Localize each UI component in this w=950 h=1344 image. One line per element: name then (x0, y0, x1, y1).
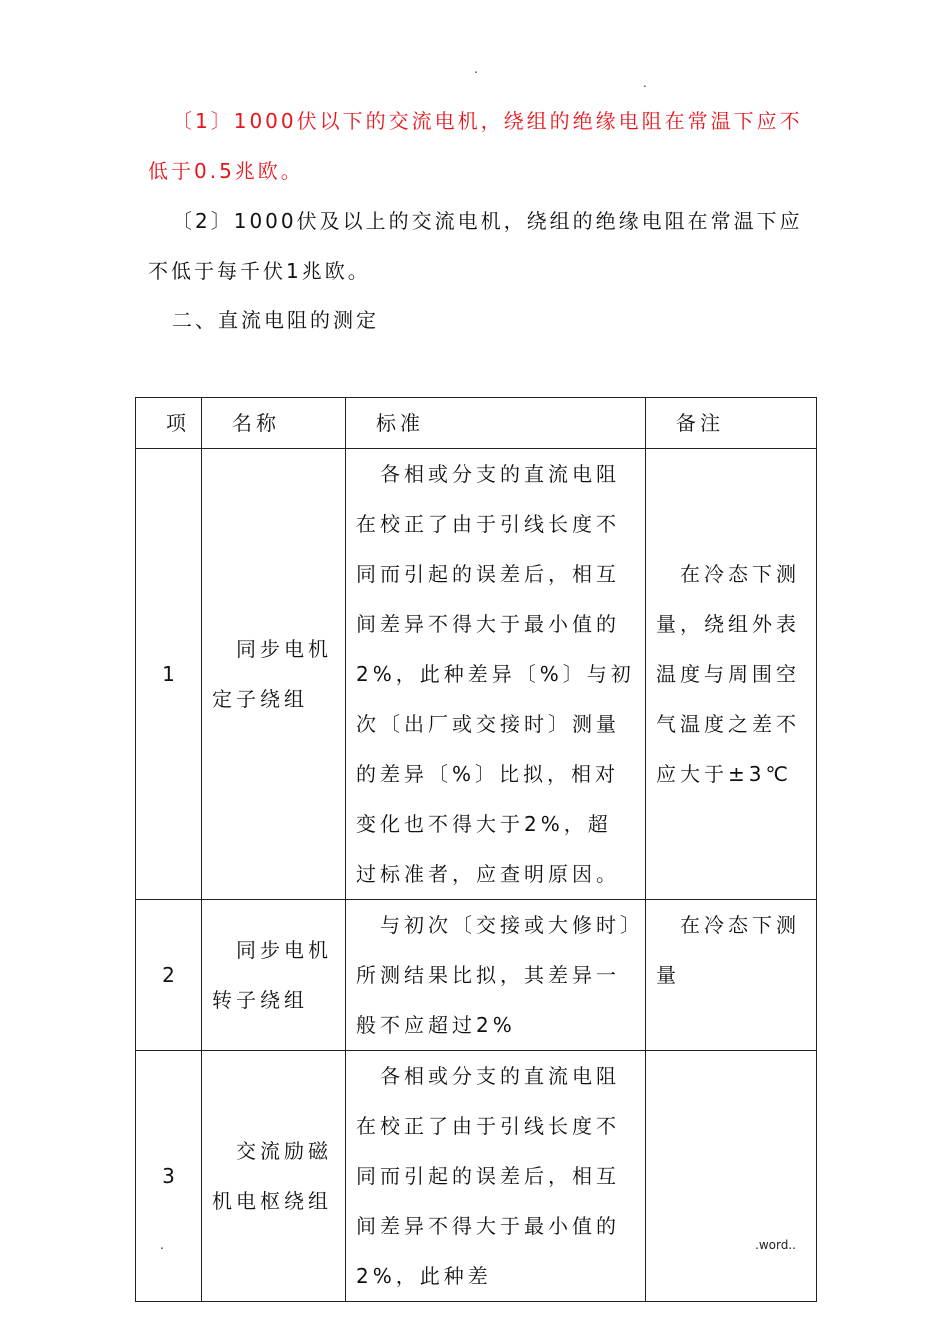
row-number: 3 (136, 1051, 202, 1302)
paragraph-2: 〔2〕1000伏及以上的交流电机，绕组的绝缘电阻在常温下应不低于每千伏1兆欧。 (148, 209, 803, 283)
table-row (136, 449, 817, 900)
row-note (646, 1051, 817, 1302)
section-title: 二、直流电阻的测定 (172, 308, 379, 332)
header-cell-note: 备注 (646, 398, 817, 449)
row-number: 2 (136, 900, 202, 1051)
header-dot-left: . (474, 62, 478, 76)
row-standard: 各相或分支的直流电阻在校正了由于引线长度不同而引起的误差后，相互间差异不得大于最小值的2%，此种差 (346, 1051, 646, 1302)
header-dot-right: . (643, 76, 647, 90)
footer-dot: . (160, 1238, 164, 1252)
header-cell-name: 名称 (202, 398, 346, 449)
row-name: 同步电机定子绕组 (202, 449, 346, 900)
row-number: 1 (136, 449, 202, 900)
footer-word-mark: .word.. (755, 1238, 796, 1252)
row-name: 同步电机转子绕组 (202, 900, 346, 1051)
row-note: 在冷态下测量，绕组外表温度与周围空气温度之差不应大于±3℃ (646, 449, 817, 900)
row-note: 在冷态下测量 (646, 900, 817, 1051)
table-header-row (136, 398, 817, 449)
row-standard: 与初次〔交接或大修时〕所测结果比拟，其差异一般不应超过2% (346, 900, 646, 1051)
row-name: 交流励磁机电枢绕组 (202, 1051, 346, 1302)
paragraph-1: 〔1〕1000伏以下的交流电机，绕组的绝缘电阻在常温下应不低于0.5兆欧。 (148, 109, 803, 183)
header-cell-standard: 标准 (346, 398, 646, 449)
resistance-table (135, 397, 817, 1302)
table-row (136, 1051, 817, 1302)
row-standard: 各相或分支的直流电阻在校正了由于引线长度不同而引起的误差后，相互间差异不得大于最小值的2%，此种差异〔%〕与初次〔出厂或交接时〕测量的差异〔%〕比拟，相对变化也不得大于2%，超过标准者，应查明原因。 (346, 449, 646, 900)
table-row (136, 900, 817, 1051)
header-cell-item: 项 (136, 398, 202, 449)
